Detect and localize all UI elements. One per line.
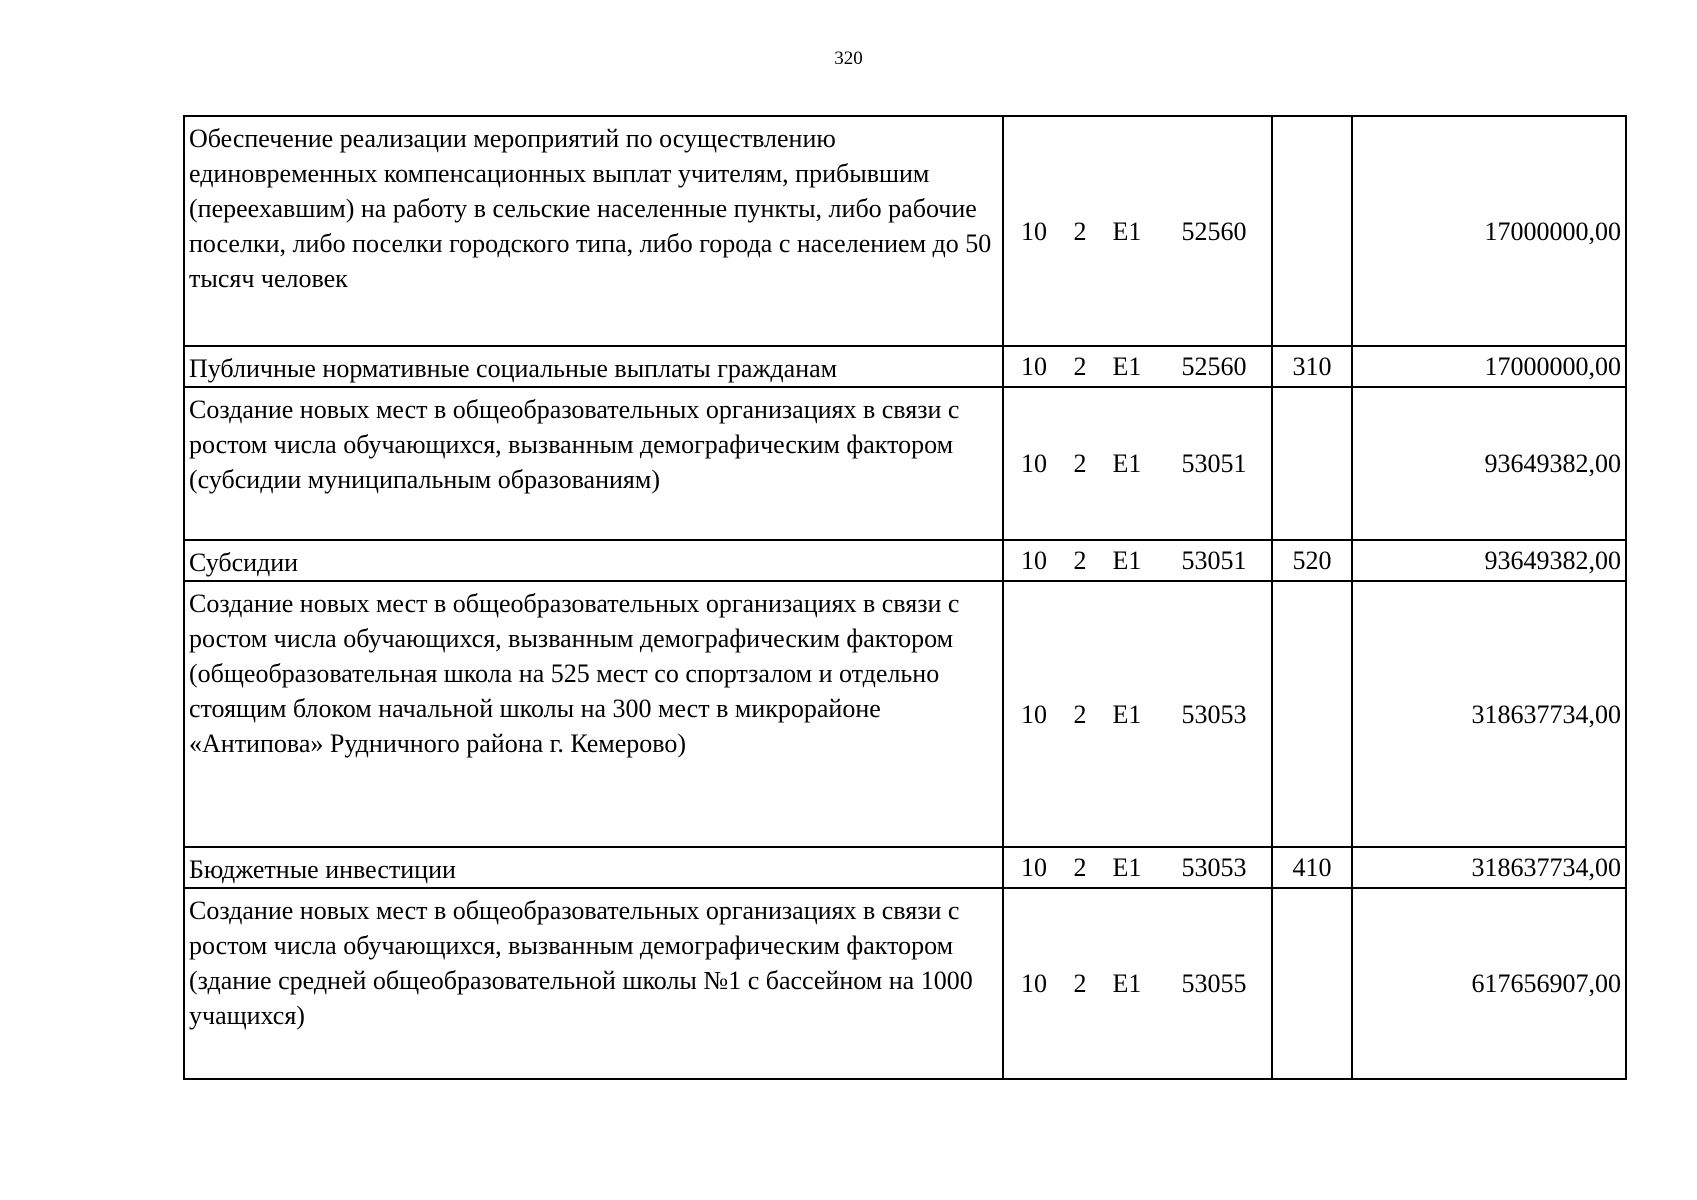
amount: 17000000,00 bbox=[1352, 116, 1626, 346]
direction-code: 53055 bbox=[1181, 969, 1247, 998]
table-row bbox=[184, 387, 1626, 540]
expense-type-code bbox=[1272, 581, 1352, 847]
expense-type-code bbox=[1272, 387, 1352, 540]
amount: 93649382,00 bbox=[1352, 540, 1626, 581]
direction-code: 53053 bbox=[1181, 853, 1247, 882]
direction-code: 53053 bbox=[1181, 699, 1247, 729]
national-project-code: E1 bbox=[1112, 352, 1142, 381]
row-description: Публичные нормативные социальные выплаты гражданам bbox=[184, 346, 1003, 387]
program-code: 2 bbox=[1073, 969, 1087, 998]
row-description: Обеспечение реализации мероприятий по осуществлению единовременных компенсационных выплат учителям, прибывшим (переехавшим) на работу в сельские населенные пункты, либо рабочие поселки, либо поселки городского типа, либо города с населением до 50 тысяч человек bbox=[184, 116, 1003, 346]
national-project-code: E1 bbox=[1112, 449, 1142, 478]
national-project-code: E1 bbox=[1112, 969, 1142, 998]
row-description: Создание новых мест в общеобразовательных организациях в связи с ростом числа обучающихся, вызванным демографическим фактором (субсидии муниципальным образованиям) bbox=[184, 387, 1003, 540]
row-description: Создание новых мест в общеобразовательных организациях в связи с ростом числа обучающихся, вызванным демографическим фактором (здание средней общеобразовательной школы №1 с бассейном на 1000 учащихся) bbox=[184, 888, 1003, 1079]
table-row bbox=[184, 540, 1626, 581]
expense-type-code bbox=[1272, 888, 1352, 1079]
table-row bbox=[184, 116, 1626, 346]
national-project-code: E1 bbox=[1112, 699, 1142, 729]
row-description: Бюджетные инвестиции bbox=[184, 847, 1003, 888]
national-project-code: E1 bbox=[1112, 216, 1142, 246]
row-codes bbox=[1003, 116, 1272, 346]
row-codes bbox=[1003, 387, 1272, 540]
program-code: 2 bbox=[1073, 546, 1087, 575]
section-code: 10 bbox=[1021, 969, 1047, 998]
program-code: 2 bbox=[1073, 352, 1087, 381]
national-project-code: E1 bbox=[1112, 853, 1142, 882]
section-code: 10 bbox=[1021, 352, 1047, 381]
amount: 318637734,00 bbox=[1352, 581, 1626, 847]
direction-code: 53051 bbox=[1181, 449, 1247, 478]
amount: 617656907,00 bbox=[1352, 888, 1626, 1079]
expense-type-code: 410 bbox=[1272, 847, 1352, 888]
section-code: 10 bbox=[1021, 699, 1047, 729]
direction-code: 52560 bbox=[1181, 352, 1247, 381]
national-project-code: E1 bbox=[1112, 546, 1142, 575]
program-code: 2 bbox=[1073, 699, 1087, 729]
direction-code: 52560 bbox=[1181, 216, 1247, 246]
table-row bbox=[184, 581, 1626, 847]
row-description: Создание новых мест в общеобразовательных организациях в связи с ростом числа обучающихся, вызванным демографическим фактором (общеобразовательная школа на 525 мест со спортзалом и отдельно стоящим блоком начальной школы на 300 мест в микрорайоне «Антипова» Рудничного района г. Кемерово) bbox=[184, 581, 1003, 847]
expense-type-code: 310 bbox=[1272, 346, 1352, 387]
program-code: 2 bbox=[1073, 853, 1087, 882]
section-code: 10 bbox=[1021, 216, 1047, 246]
row-codes bbox=[1003, 847, 1272, 888]
row-codes bbox=[1003, 346, 1272, 387]
page-number: 320 bbox=[834, 48, 863, 69]
direction-code: 53051 bbox=[1181, 546, 1247, 575]
row-codes bbox=[1003, 888, 1272, 1079]
expense-type-code bbox=[1272, 116, 1352, 346]
amount: 318637734,00 bbox=[1352, 847, 1626, 888]
expense-type-code: 520 bbox=[1272, 540, 1352, 581]
amount: 93649382,00 bbox=[1352, 387, 1626, 540]
table-row bbox=[184, 888, 1626, 1079]
section-code: 10 bbox=[1021, 449, 1047, 478]
program-code: 2 bbox=[1073, 216, 1087, 246]
table-row bbox=[184, 847, 1626, 888]
row-codes bbox=[1003, 581, 1272, 847]
program-code: 2 bbox=[1073, 449, 1087, 478]
row-description: Субсидии bbox=[184, 540, 1003, 581]
budget-table bbox=[183, 115, 1627, 1080]
section-code: 10 bbox=[1021, 546, 1047, 575]
section-code: 10 bbox=[1021, 853, 1047, 882]
amount: 17000000,00 bbox=[1352, 346, 1626, 387]
row-codes bbox=[1003, 540, 1272, 581]
table-row bbox=[184, 346, 1626, 387]
